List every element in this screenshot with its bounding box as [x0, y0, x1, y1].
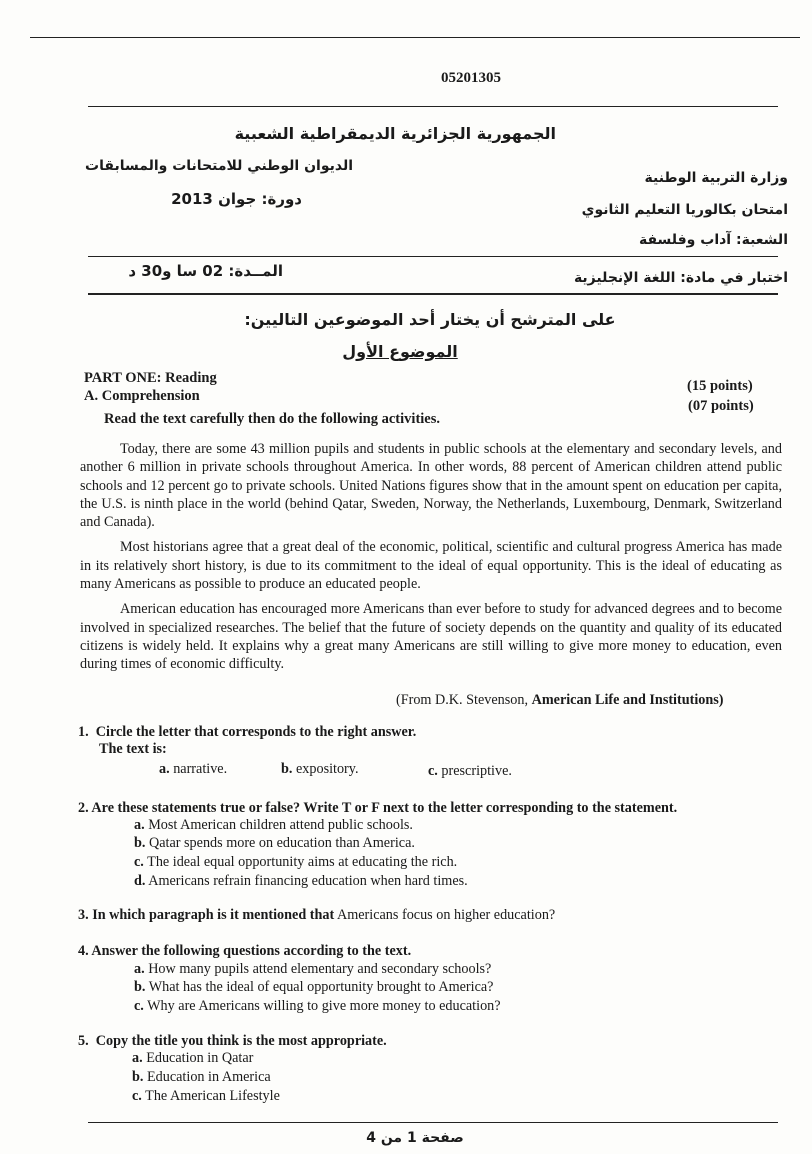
session: دورة: جوان 2013 [171, 190, 302, 208]
item-text: The American Lifestyle [145, 1088, 280, 1104]
q2-item-c [134, 854, 457, 871]
option-letter: b. [281, 761, 293, 777]
item-text: How many pupils attend elementary and secondary schools? [148, 961, 492, 977]
item-letter: a. [134, 817, 145, 833]
item-letter: a. [132, 1050, 143, 1066]
republic-title: الجمهورية الجزائرية الديمقراطية الشعبية [234, 124, 556, 143]
section-title: A. Comprehension [84, 388, 200, 404]
q5-item-c [132, 1088, 280, 1105]
source-prefix: (From D.K. Stevenson, [396, 692, 532, 708]
subject-rule-bottom [88, 293, 778, 295]
item-letter: b. [134, 979, 146, 995]
reading-instruction: Read the text carefully then do the following activities. [104, 411, 441, 427]
reading-text [80, 440, 782, 674]
header-rule [88, 106, 778, 107]
item-text: The ideal equal opportunity aims at educating the rich. [147, 854, 458, 870]
question-4 [78, 943, 411, 960]
office-name: الديوان الوطني للامتحانات والمسابقات [85, 158, 353, 174]
question-1-text: Circle the letter that corresponds to the right answer. [95, 724, 417, 740]
source-citation [396, 692, 724, 709]
item-text: Qatar spends more on education than America. [148, 835, 415, 851]
q2-item-d [134, 873, 468, 890]
q1-option-c [428, 763, 512, 780]
q5-item-b [132, 1069, 271, 1086]
option-text: narrative. [173, 761, 228, 777]
question-5-text: Copy the title you think is the most appropriate. [95, 1033, 387, 1049]
exam-name: امتحان بكالوريا التعليم الثانوي [581, 202, 788, 218]
paragraph-1: Today, there are some 43 million pupils and students in public schools at the elementary and secondary levels, and another 6 million in private schools throughout America. In other words, 88 percent of American children attend public schools and 12 percent go to private schools. United Nations figures show that in the amount spent on education per capita, the U.S. is ninth place in the world (behind Qatar, Sweden, Norway, the Netherlands, Luxembourg, Denmark, Switzerland and Canada). [80, 441, 782, 531]
item-letter: a. [134, 961, 145, 977]
option-text: prescriptive. [441, 763, 512, 779]
item-text: Most American children attend public schools. [148, 817, 413, 833]
subject-rule-top [88, 256, 778, 257]
source-title: American Life and Institutions) [531, 692, 724, 708]
item-text: Education in Qatar [146, 1050, 254, 1066]
topic-one-title: الموضوع الأول [342, 342, 458, 361]
question-2 [78, 800, 677, 817]
question-3-text-rest: Americans focus on higher education? [334, 907, 556, 923]
item-text: What has the ideal of equal opportunity brought to America? [148, 979, 494, 995]
item-letter: c. [134, 854, 144, 870]
subject: اختبار في مادة: اللغة الإنجليزية [573, 270, 788, 286]
option-text: expository. [295, 761, 359, 777]
q4-item-a [134, 961, 491, 978]
ministry-name: وزارة التربية الوطنية [644, 170, 788, 186]
question-3-number: 3. [78, 907, 89, 923]
option-letter: a. [159, 761, 170, 777]
item-text: Why are Americans willing to give more money to education? [147, 998, 501, 1014]
stream: الشعبة: آداب وفلسفة [638, 232, 788, 248]
item-letter: c. [134, 998, 144, 1014]
option-letter: c. [428, 763, 438, 779]
q4-item-c [134, 998, 501, 1015]
question-1-number: 1. [78, 724, 89, 740]
part-points: (15 points) [687, 378, 753, 394]
exam-code: 05201305 [441, 70, 501, 86]
page-number: صفحة 1 من 4 [366, 1130, 464, 1146]
question-5-number: 5. [78, 1033, 89, 1049]
top-rule [30, 37, 800, 38]
item-letter: b. [132, 1069, 144, 1085]
q2-item-a [134, 817, 413, 834]
question-5 [78, 1033, 387, 1050]
question-3 [78, 907, 555, 924]
q5-item-a [132, 1050, 253, 1067]
choose-instruction: على المترشح أن يختار أحد الموضوعين التاليين: [244, 310, 616, 329]
item-letter: b. [134, 835, 146, 851]
question-4-number: 4. [78, 943, 89, 959]
question-1 [78, 724, 416, 741]
paragraph-3: American education has encouraged more Americans than ever before to study for advanced degrees and to become involved in specialized researches. The belief that the future of society depends on the quantity and quality of its educated citizens is widely held. It explains why a great many Americans are still willing to give more money to education, even during times of economic difficulty. [80, 601, 782, 673]
question-4-text: Answer the following questions according to the text. [91, 943, 412, 959]
question-2-number: 2. [78, 800, 89, 816]
item-text: Americans refrain financing education when hard times. [148, 873, 468, 889]
item-letter: d. [134, 873, 146, 889]
paragraph-2: Most historians agree that a great deal of the economic, political, scientific and cultural progress America has made in its relatively short history, is due to its commitment to the ideal of equal opportunity. This is the ideal of educating as many Americans as possible to produce an educated people. [80, 539, 782, 593]
duration: المــدة: 02 سا و30 د [128, 262, 283, 280]
part-title: PART ONE: Reading [84, 370, 217, 386]
question-3-text-bold: In which paragraph is it mentioned that [92, 907, 335, 923]
footer-rule [88, 1122, 778, 1123]
item-letter: c. [132, 1088, 142, 1104]
q4-item-b [134, 979, 493, 996]
q1-option-a [159, 761, 227, 778]
question-2-text: Are these statements true or false? Write T or F next to the letter corresponding to the statement. [91, 800, 678, 816]
q2-item-b [134, 835, 415, 852]
q1-option-b [281, 761, 359, 778]
section-points: (07 points) [688, 398, 754, 414]
question-1-sub: The text is: [99, 741, 167, 757]
item-text: Education in America [146, 1069, 271, 1085]
